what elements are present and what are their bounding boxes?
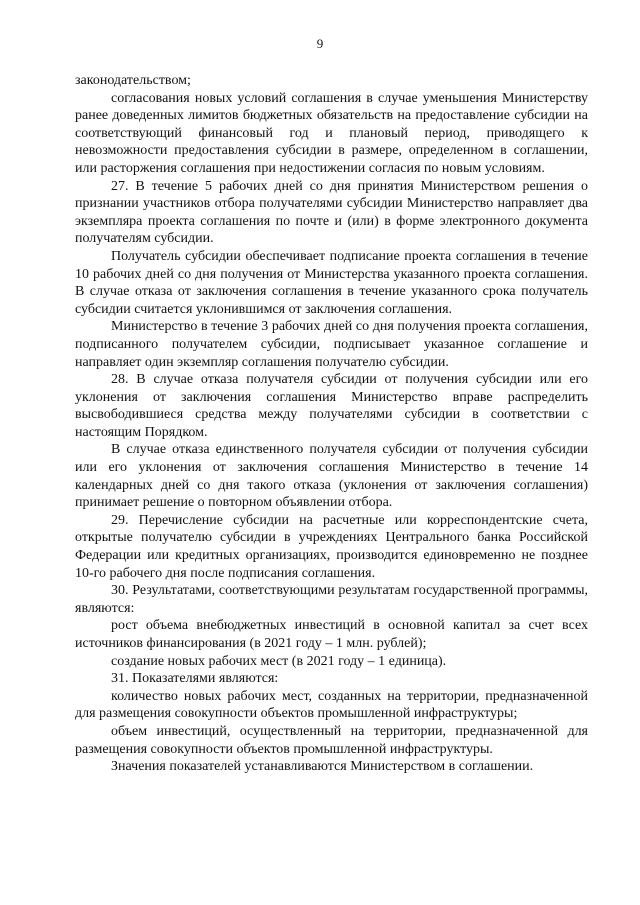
page-number: 9	[316, 36, 324, 51]
paragraph: согласования новых условий соглашения в случае уменьшения Министерству ранее доведенных лимитов бюджетных обязательств на предоставление субсидии на соответствующий финансовый год и плановый период, приводящего к невозможности предоставления субсидии в размере, определенном в соглашении, или расторжения соглашения при недостижении согласия по новым условиям.	[75, 90, 588, 176]
list-item: объем инвестиций, осуществленный на территории, предназначенной для размещения совокупности объектов промышленной инфраструктуры.	[75, 723, 588, 757]
paragraph: Значения показателей устанавливаются Министерством в соглашении.	[111, 759, 534, 775]
document-body	[75, 72, 588, 776]
paragraph: В случае отказа единственного получателя субсидии от получения субсидии или его уклонения от заключения соглашения Министерство в течение 14 календарных дней со дня такого отказа (уклонения от заключения соглашения) принимает решение о повторном объявлении отбора.	[75, 442, 588, 511]
list-item: рост объема внебюджетных инвестиций в основной капитал за счет всех источников финансирования (в 2021 году – 1 млн. рублей);	[75, 618, 588, 651]
paragraph: законодательством;	[75, 73, 191, 88]
paragraph-item-27: 27. В течение 5 рабочих дней со дня принятия Министерством решения о признании участников отбора получателями субсидии Министерство направляет два экземпляра проекта соглашения по почте и (или) в форме электронного документа получателям субсидии.	[75, 178, 588, 247]
paragraph: Получатель субсидии обеспечивает подписание проекта соглашения в течение 10 рабочих дней со дня получения от Министерства указанного проекта соглашения. В случае отказа от заключения соглашения в течение указанного срока получатель субсидии считается уклонившимся от заключения соглашения.	[75, 248, 588, 317]
list-item: количество новых рабочих мест, созданных на территории, предназначенной для размещения совокупности объектов промышленной инфраструктуры;	[75, 688, 588, 722]
paragraph-item-30: 30. Результатами, соответствующими результатам государственной программы, являются:	[75, 583, 588, 616]
paragraph: Министерство в течение 3 рабочих дней со дня получения проекта соглашения, подписанного получателем субсидии, подписывает указанное соглашение и направляет один экземпляр соглашения получателю субсидии.	[75, 319, 588, 370]
list-item: создание новых рабочих мест (в 2021 году – 1 единица).	[111, 653, 447, 669]
paragraph-item-29: 29. Перечисление субсидии на расчетные или корреспондентские счета, открытые получателю субсидии в учреждениях Центрального банка Российской Федерации или кредитных организациях, производится единовременно не позднее 10-го рабочего дня после подписания соглашения.	[75, 512, 588, 581]
paragraph-item-28: 28. В случае отказа получателя субсидии от получения субсидии или его уклонения от заключения соглашения Министерство вправе распределить высвободившиеся средства между получателями субсидии в соответствии с настоящим Порядком.	[75, 372, 588, 440]
paragraph-item-31: 31. Показателями являются:	[111, 671, 279, 687]
